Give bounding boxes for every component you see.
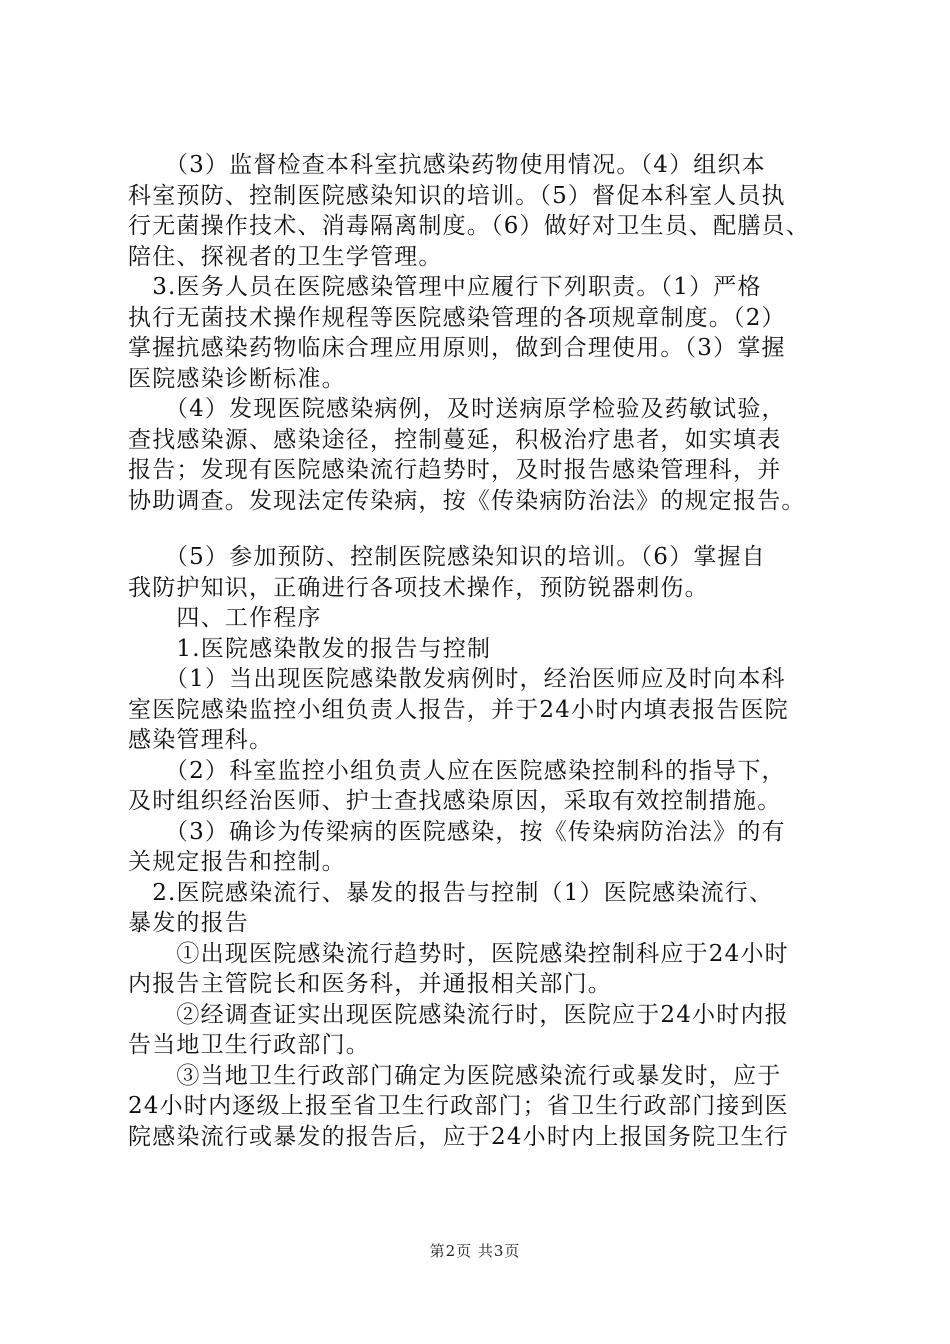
text-line: 关规定报告和控制。 <box>128 849 346 875</box>
text-line: 医院感染诊断标准。 <box>128 365 346 392</box>
paragraph <box>128 756 828 817</box>
text-line: （5）参加预防、控制医院感染知识的培训。（6）掌握自 <box>128 544 766 570</box>
paragraph <box>128 542 828 603</box>
text-line: 室医院感染监控小组负责人报告，并于24小时内填表报告医院 <box>128 696 789 723</box>
text-line: 感染管理科。 <box>128 727 274 753</box>
paragraph <box>128 1000 828 1061</box>
paragraph <box>128 939 828 1000</box>
paragraph <box>128 1061 828 1153</box>
paragraph <box>128 634 828 665</box>
text-line: 暴发的报告 <box>128 910 249 936</box>
page-footer: 第2页 共3页 <box>429 1242 521 1260</box>
paragraph <box>128 272 828 394</box>
text-line: 行无菌操作技术、消毒隔离制度。（6）做好对卫生员、配膳员、 <box>128 213 810 239</box>
text-line: 告当地卫生行政部门。 <box>128 1032 370 1058</box>
text-line: 科室预防、控制医院感染知识的培训。（5）督促本科室人员执 <box>128 182 786 209</box>
text-line: 内报告主管院长和医务科，并通报相关部门。 <box>128 971 612 997</box>
paragraph-gap <box>128 516 828 542</box>
text-line: 院感染流行或暴发的报告后，应于24小时内上报国务院卫生行 <box>128 1123 789 1150</box>
text-line: 掌握抗感染药物临床合理应用原则，做到合理使用。（3）掌握 <box>128 335 786 361</box>
text-line: ②经调查证实出现医院感染流行时，医院应于24小时内报 <box>128 1001 789 1028</box>
paragraph <box>128 817 828 878</box>
text-line: 查找感染源、感染途径，控制蔓延，积极治疗患者，如实填表 <box>128 426 782 453</box>
text-line: （1）当出现医院感染散发病例时，经治医师应及时向本科 <box>128 666 786 692</box>
text-line: 1.医院感染散发的报告与控制 <box>128 635 492 662</box>
paragraph <box>128 150 828 272</box>
text-line: ①出现医院感染流行趋势时，医院感染控制科应于24小时 <box>128 940 789 967</box>
text-line: ③当地卫生行政部门确定为医院感染流行或暴发时，应于 <box>128 1062 782 1089</box>
text-line: 及时组织经治医师、护士查找感染原因，采取有效控制措施。 <box>128 788 782 814</box>
paragraph <box>128 878 828 939</box>
text-line: （4）发现医院感染病例，及时送病原学检验及药敏试验， <box>128 396 786 422</box>
paragraph <box>128 664 828 756</box>
text-line: 24小时内逐级上报至省卫生行政部门；省卫生行政部门接到医 <box>128 1093 789 1119</box>
text-line: 报告；发现有医院感染流行趋势时，及时报告感染管理科，并 <box>128 457 782 483</box>
text-line: （3）确诊为传梁病的医院感染，按《传染病防治法》的有 <box>128 818 786 845</box>
text-line: （2）科室监控小组负责人应在医院感染控制科的指导下， <box>128 757 786 784</box>
text-line: 执行无菌技术操作规程等医院感染管理的各项规章制度。（2） <box>128 304 786 331</box>
text-line: （3）监督检查本科室抗感染药物使用情况。（4）组织本 <box>128 152 766 178</box>
text-line: 协助调查。发现法定传染病，按《传染病防治法》的规定报告。 <box>128 487 806 514</box>
text-line: 2.医院感染流行、暴发的报告与控制（1）医院感染流行、 <box>128 879 774 906</box>
text-line: 我防护知识，正确进行各项技术操作，预防锐器刺伤。 <box>128 574 709 601</box>
text-line: 3.医务人员在医院感染管理中应履行下列职责。（1）严格 <box>128 274 762 300</box>
document-body <box>128 150 828 1152</box>
paragraph <box>128 603 828 634</box>
text-line: 四、工作程序 <box>128 605 322 631</box>
text-line: 陪住、探视者的卫生学管理。 <box>128 243 443 270</box>
paragraph <box>128 394 828 516</box>
